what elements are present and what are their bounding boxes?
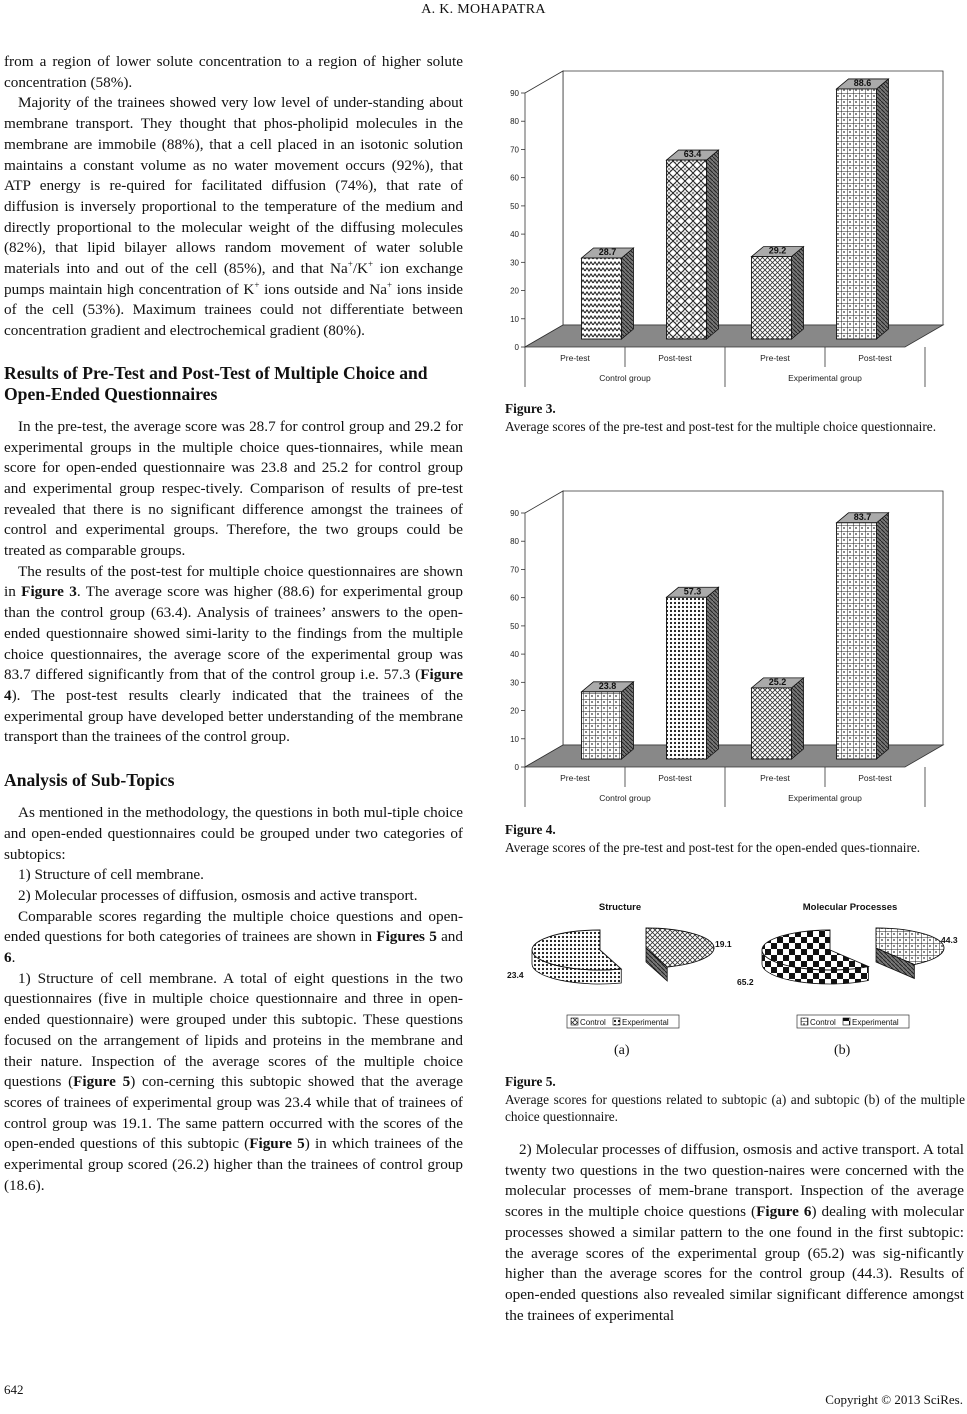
paragraph: The results of the post-test for multiple choice questionnaires are shown in Figure 3. The average score was higher (88.6) for experimental group than the control group (63.4). Analysis of trainees’ answers to the open-ended questionnaire showed simi-larity to the findings from the multiple choice questionnaires, the average score of the experimental group was 83.7 differed significantly from that of the control group i.e. 57.3 (Figure 4). The post-test results clearly indicated that the trainees of the experimental group have developed better understanding of the membrane transport than the trainees of the control group. xyxy=(4,562,463,746)
pie-label: 19.1 xyxy=(715,939,732,949)
y-tick-label: 60 xyxy=(510,173,519,183)
group-label: Experimental group xyxy=(788,793,862,803)
pie-chart-svg xyxy=(505,895,735,1035)
figure-caption-text: Average scores of the pre-test and post-test for the multiple choice questionnaire. xyxy=(505,418,937,434)
group-label: Control group xyxy=(599,793,651,803)
bar xyxy=(837,89,877,339)
y-tick-label: 10 xyxy=(510,734,519,744)
y-tick-label: 50 xyxy=(510,201,519,211)
paragraph: In the pre-test, the average score was 28.7 for control group and 29.2 for experimental groups in the multiple choice ques-tionnaires, while mean score for open-ended questionnaire was 23.8 and 25.2 for control group and experimental group respec-tively. Comparison of results of pre-test revealed that there is no significant difference amongst the trainees of control and experimental groups. Therefore, the two groups could be treated as comparable groups. xyxy=(4,417,463,560)
category-label: Pre-test xyxy=(760,773,790,783)
paragraph: from a region of lower solute concentration to a region of higher solute concentration (58%). xyxy=(4,53,463,91)
y-tick-label: 80 xyxy=(510,537,519,547)
y-tick-label: 60 xyxy=(510,593,519,603)
y-tick-label: 70 xyxy=(510,145,519,155)
bar xyxy=(752,257,792,339)
page-number: 642 xyxy=(4,1382,24,1397)
figure-ref[interactable]: 6 xyxy=(4,949,12,967)
figure-label: Figure 5. xyxy=(505,1074,556,1089)
legend-swatch xyxy=(613,1018,620,1025)
paragraph: As mentioned in the methodology, the questions in both mul-tiple choice and open-ended questionnaires could be grouped under two categories of subtopics: xyxy=(4,804,463,863)
y-tick-label: 20 xyxy=(510,286,519,296)
figure-caption-text: Average scores of the pre-test and post-test for the open-ended ques-tionnaire. xyxy=(505,839,921,855)
figure-4-caption xyxy=(505,821,965,856)
bar-chart-svg xyxy=(505,465,965,815)
bar xyxy=(582,258,622,339)
y-tick-label: 70 xyxy=(510,565,519,575)
figure-ref[interactable]: Figure 5 xyxy=(73,1073,131,1091)
right-column-text xyxy=(505,1140,964,1326)
data-label: 25.2 xyxy=(768,676,787,687)
bar xyxy=(752,688,792,759)
bar xyxy=(667,597,707,759)
paragraph: Comparable scores regarding the multiple choice questions and open-ended questions for both categories of trainees are shown in Figures 5 and 6. xyxy=(4,907,463,967)
figure-ref[interactable]: Figures 5 xyxy=(376,928,437,946)
figure-3-caption xyxy=(505,400,965,435)
category-label: Pre-test xyxy=(760,353,790,363)
y-tick-label: 0 xyxy=(514,763,519,772)
bar xyxy=(582,692,622,759)
paragraph: Majority of the trainees showed very low level of under-standing about membrane transport. They thought that phos-pholipid molecules in the membrane are immobile (88%), that a cell placed in an isotonic solution maintains a constant volume as no water movement occurs (92%), that ATP energy is re-quired for facilitated diffusion (74%), that rate of diffusion is inversely proportional to the temperature of the medium and directly proportional to the molecular weight of the diffusing molecules (82%), that lipid bilayer allows random movement of water soluble materials into and out of the cell (85%), and that Na+/K+ ion exchange pumps maintain high concentration of K+ ions outside and Na+ ions inside of the cell (53%). Maximum trainees could not differentiate between concentration gradient and electrochemical gradient (80%). xyxy=(4,94,464,340)
pie-label: 23.4 xyxy=(507,970,524,980)
y-tick-label: 40 xyxy=(510,230,519,240)
figure-4-chart xyxy=(505,465,965,815)
data-label: 29.2 xyxy=(768,245,787,256)
y-tick-label: 90 xyxy=(510,509,519,518)
section-heading: Analysis of Sub-Topics xyxy=(4,770,175,791)
bar-side xyxy=(877,79,889,339)
category-label: Pre-test xyxy=(560,353,590,363)
y-tick-label: 20 xyxy=(510,706,519,716)
subfigure-label-a: (a) xyxy=(614,1043,630,1058)
running-head: A. K. MOHAPATRA xyxy=(421,2,546,17)
pie-chart-svg xyxy=(735,895,965,1035)
group-label: Experimental group xyxy=(788,373,862,383)
category-label: Pre-test xyxy=(560,773,590,783)
y-tick-label: 40 xyxy=(510,650,519,660)
paragraph: 1) Structure of cell membrane. xyxy=(18,866,204,884)
chart-side-wall xyxy=(525,71,563,347)
y-tick-label: 30 xyxy=(510,258,519,268)
group-label: Control group xyxy=(599,373,651,383)
category-label: Post-test xyxy=(858,353,892,363)
data-label: 28.7 xyxy=(598,247,617,258)
bar-chart-svg xyxy=(505,45,965,395)
bar-side xyxy=(622,248,634,339)
y-tick-label: 90 xyxy=(510,89,519,98)
category-label: Post-test xyxy=(858,773,892,783)
legend-swatch xyxy=(801,1018,808,1025)
figure-ref[interactable]: Figure 3 xyxy=(21,583,77,601)
legend xyxy=(797,1015,909,1028)
paragraph: 1) Structure of cell membrane. A total of eight questions in the two questionnaires (five in multiple choice questionnaire and three in open-ended questionnaire) were grouped under this subtopic. These questions focused on the arrangement of lipids and proteins in the membrane and their nature. Inspection of the average scores of the multiple choice questions (Figure 5) con-cerning this subtopic showed that the average scores of trainees of experimental group was 23.4 while that of trainees of control group was 19.1. The same pattern occurred with the scores of the open-ended questions of this subtopic (Figure 5) in which trainees of the experimental group scored (26.2) higher than the trainees of control group (18.6). xyxy=(4,969,464,1194)
bar-side xyxy=(877,513,889,759)
bar-side xyxy=(707,150,719,339)
category-label: Post-test xyxy=(658,353,692,363)
figure-5b-chart xyxy=(735,895,965,1035)
paragraph: 2) Molecular processes of diffusion, osmosis and active transport. xyxy=(18,886,418,904)
bar xyxy=(837,523,877,759)
figure-caption-text: Average scores for questions related to subtopic (a) and subtopic (b) of the multiple choice questionnaire. xyxy=(505,1091,965,1124)
figure-ref[interactable]: Figure 5 xyxy=(249,1135,305,1153)
figure-ref[interactable]: Figure 4 xyxy=(4,666,463,704)
subfigure-label-b: (b) xyxy=(834,1043,851,1058)
data-label: 63.4 xyxy=(683,149,702,160)
legend-label: Control xyxy=(580,1018,606,1027)
chart-side-wall xyxy=(525,491,563,767)
y-tick-label: 0 xyxy=(514,343,519,352)
y-tick-label: 30 xyxy=(510,678,519,688)
section-heading: Results of Pre-Test and Post-Test of Multiple Choice and Open-Ended Questionnaires xyxy=(4,362,428,404)
pie-label: 65.2 xyxy=(737,977,754,987)
bar-side xyxy=(622,682,634,759)
data-label: 23.8 xyxy=(598,680,617,691)
legend-swatch xyxy=(571,1018,578,1025)
y-tick-label: 80 xyxy=(510,117,519,127)
bar-side xyxy=(792,678,804,759)
copyright: Copyright © 2013 SciRes. xyxy=(825,1392,963,1407)
paragraph: 2) Molecular processes of diffusion, osmosis and active transport. A total twenty two questions in the two question-naires were concerned with the molecular processes of mem-brane transport. Inspection of the average scores in the multiple choice questions (Figure 6) dealing with molecular processes showed a similar pattern to the one found in the first subtopic: the average scores of the experimental group (65.2) was sig-nificantly higher than the average scores for the control group (44.3). Results of open-ended questions also revealed similar significant difference amongst the trainees of experimental xyxy=(505,1141,964,1324)
figure-3-chart xyxy=(505,45,965,395)
legend-label: Control xyxy=(810,1018,836,1027)
data-label: 57.3 xyxy=(683,586,702,597)
legend xyxy=(567,1015,679,1028)
y-tick-label: 10 xyxy=(510,314,519,324)
bar xyxy=(667,160,707,339)
legend-swatch xyxy=(843,1018,850,1025)
y-tick-label: 50 xyxy=(510,621,519,631)
figure-label: Figure 4. xyxy=(505,822,556,837)
figure-5a-chart xyxy=(505,895,735,1035)
bar-side xyxy=(707,587,719,759)
figure-ref[interactable]: Figure 6 xyxy=(756,1203,812,1221)
legend-label: Experimental xyxy=(622,1018,669,1027)
data-label: 88.6 xyxy=(853,77,872,88)
pie-title: Molecular Processes xyxy=(802,902,898,913)
figure-label: Figure 3. xyxy=(505,401,556,416)
left-column xyxy=(4,52,463,1196)
bar-side xyxy=(792,247,804,339)
pie-title: Structure xyxy=(598,902,642,913)
data-label: 83.7 xyxy=(853,511,872,522)
pie-label: 44.3 xyxy=(941,935,958,945)
figure-5-caption xyxy=(505,1073,965,1126)
category-label: Post-test xyxy=(658,773,692,783)
legend-label: Experimental xyxy=(852,1018,899,1027)
